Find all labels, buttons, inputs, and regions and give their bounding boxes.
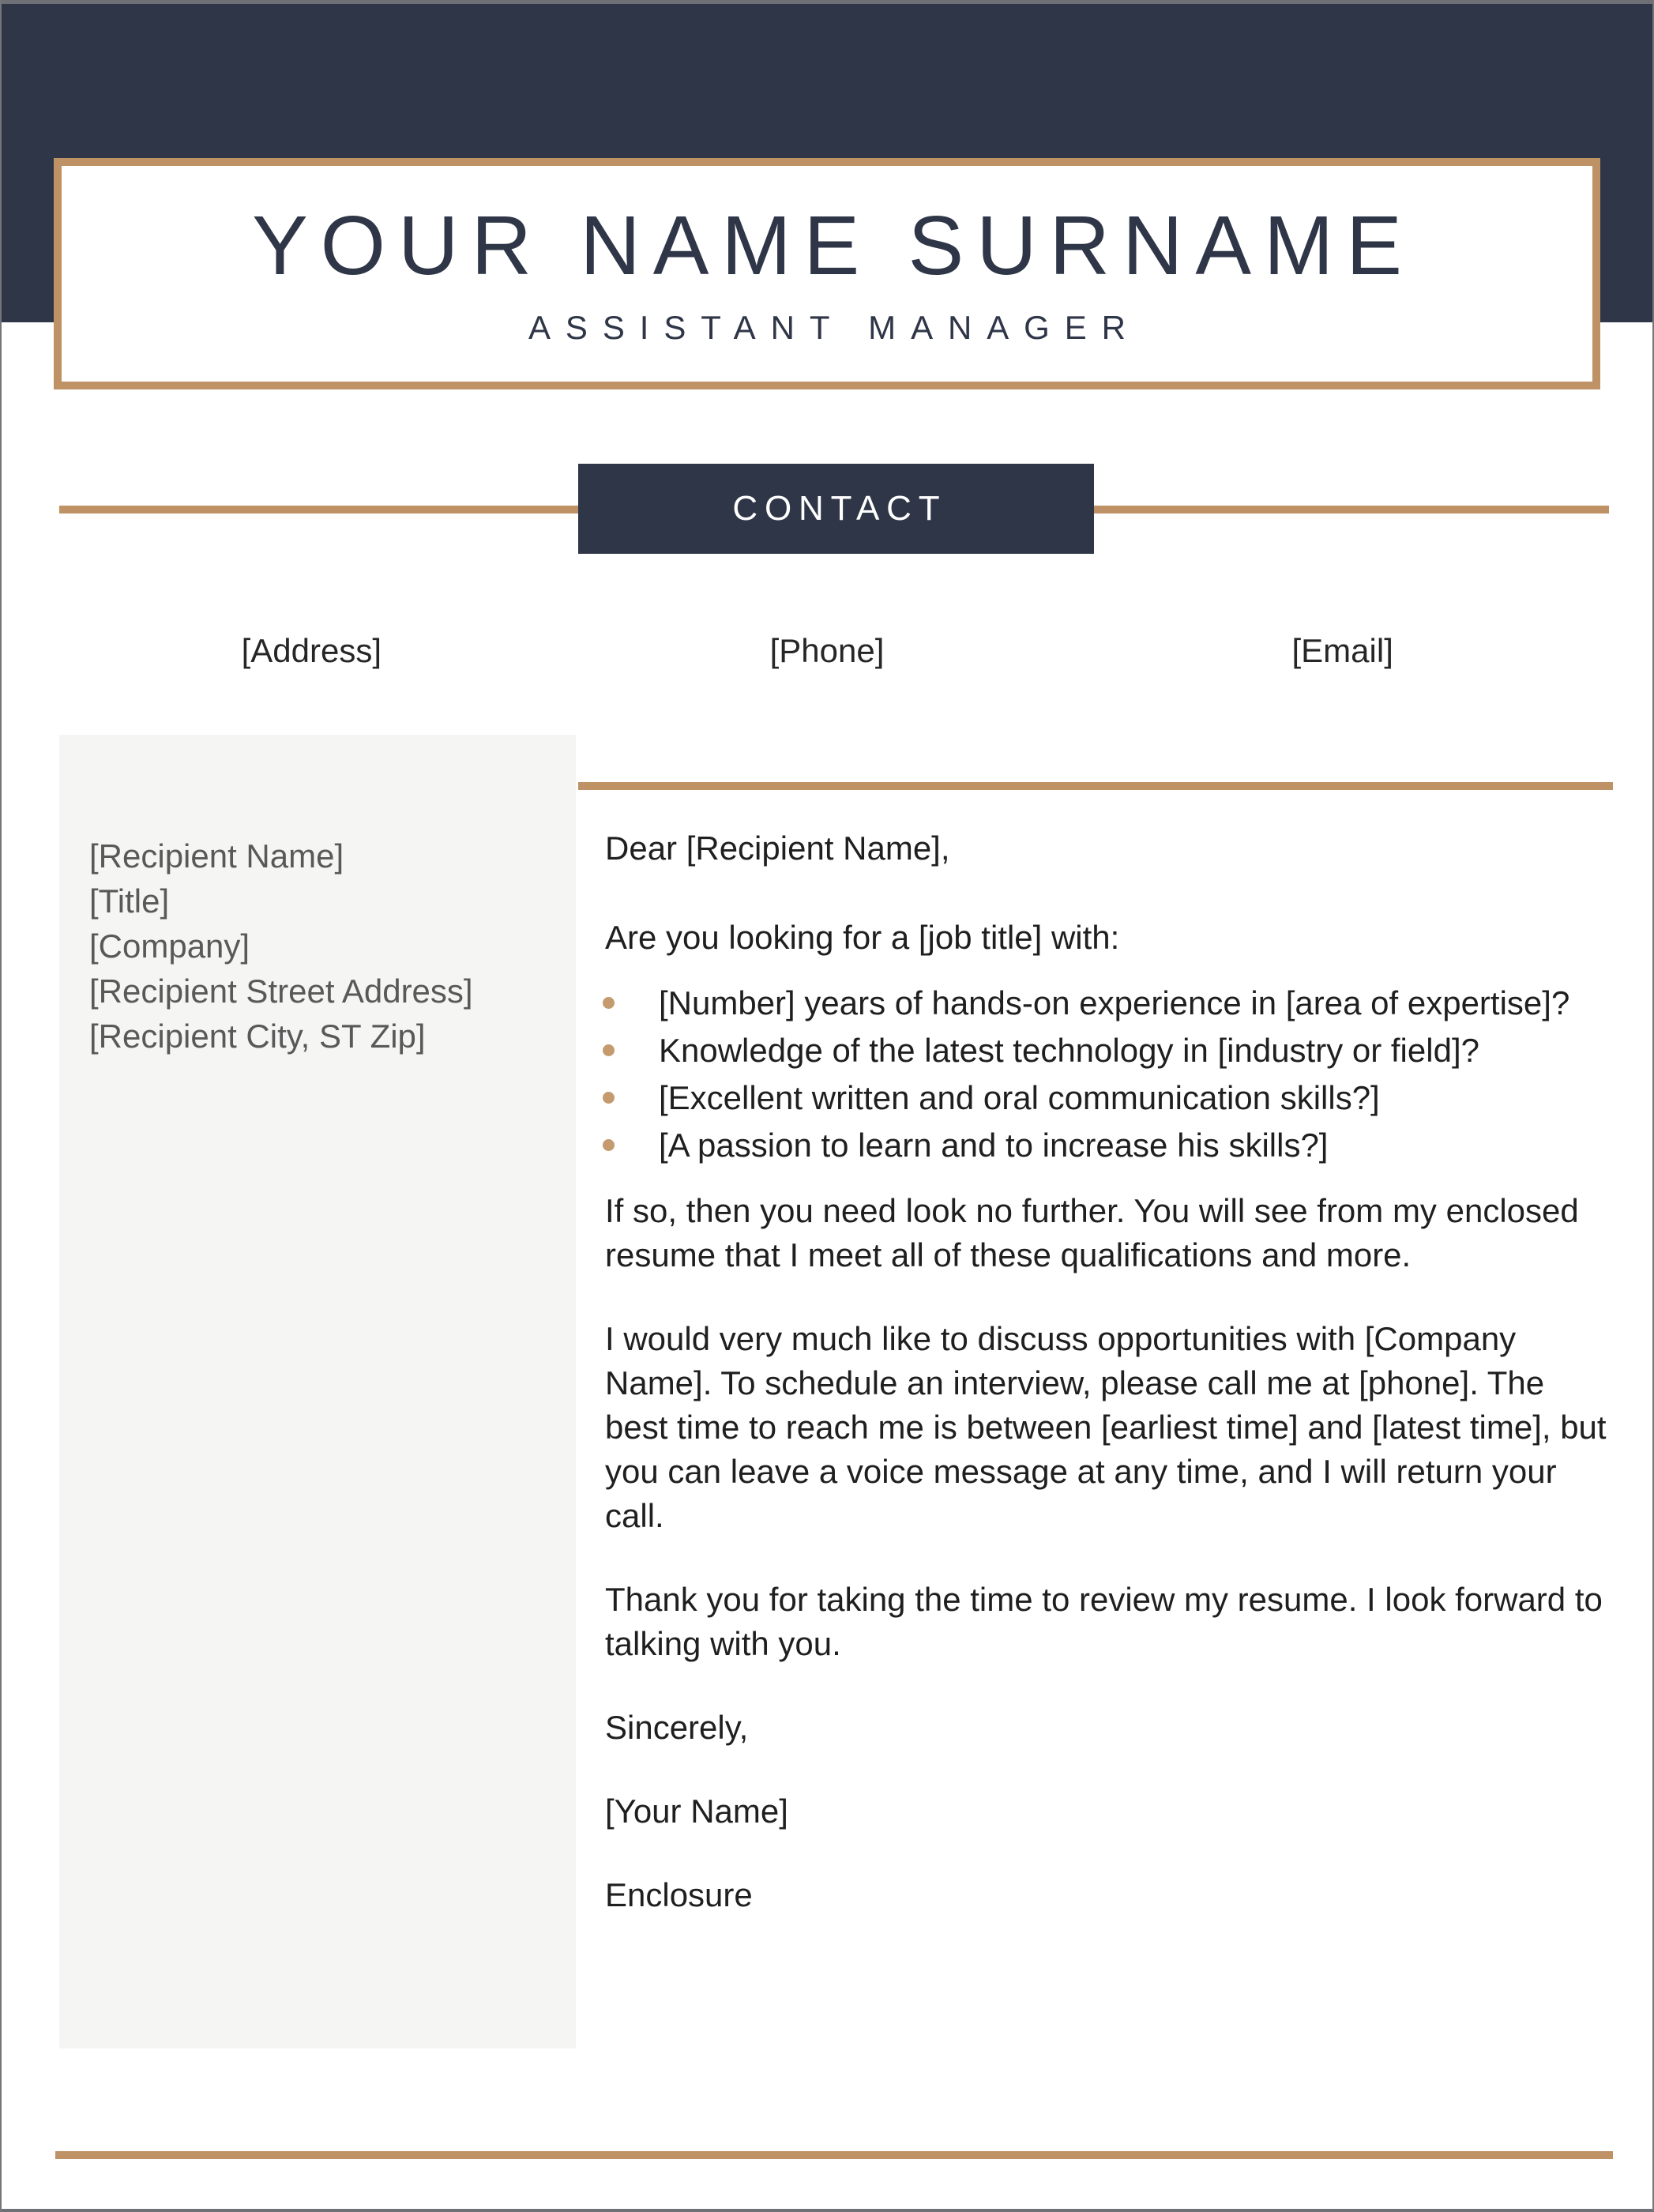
bullet-item-text: [A passion to learn and to increase his skills?] xyxy=(659,1127,1329,1164)
bullet-dot-icon xyxy=(603,1092,615,1104)
bullet-item-text: [Excellent written and oral communication skills?] xyxy=(659,1079,1380,1116)
window-border-top xyxy=(0,0,1654,4)
bullet-item xyxy=(605,1076,1613,1120)
job-title: ASSISTANT MANAGER xyxy=(528,308,1141,346)
greeting-paragraph: Dear [Recipient Name], xyxy=(605,830,950,867)
contact-field-phone: [Phone] xyxy=(769,632,885,669)
bullet-dot-icon xyxy=(603,1139,615,1151)
recipient-name: [Recipient Name] xyxy=(89,837,344,875)
closing-paragraph: Sincerely, xyxy=(605,1709,749,1746)
body-paragraph: I would very much like to discuss opportunities with [Company Name]. To schedule an interview, please call me at [phone]. The best time to reach me is between [earliest time] and [latest time], but you can leave a voice message at any time, and I will return your call. xyxy=(605,1320,1607,1534)
contact-heading-label: CONTACT xyxy=(732,489,947,528)
recipient-title: [Title] xyxy=(89,882,170,920)
recipient-street-address: [Recipient Street Address] xyxy=(89,972,473,1010)
bullet-dot-icon xyxy=(603,1044,615,1056)
page-title: YOUR NAME SURNAME xyxy=(252,198,1415,292)
signature-placeholder: [Your Name] xyxy=(605,1793,788,1830)
bullet-item xyxy=(605,1123,1613,1168)
enclosure-note: Enclosure xyxy=(605,1876,753,1913)
contact-field-address: [Address] xyxy=(241,632,382,669)
letter-divider-line xyxy=(578,782,1613,790)
body-paragraph: Thank you for taking the time to review my resume. I look forward to talking with you. xyxy=(605,1581,1603,1662)
letter-body xyxy=(605,826,1613,1957)
body-paragraph: If so, then you need look no further. You will see from my enclosed resume that I meet all of these qualifications and more. xyxy=(605,1192,1579,1273)
bullet-item xyxy=(605,981,1613,1025)
window-border-bottom xyxy=(0,2209,1654,2212)
bullet-item-text: [Number] years of hands-on experience in [area of expertise]? xyxy=(659,984,1570,1021)
contact-heading-box xyxy=(578,464,1094,554)
bullet-dot-icon xyxy=(603,997,615,1009)
qualification-bullet-list xyxy=(605,981,1613,1168)
bullet-item xyxy=(605,1029,1613,1073)
recipient-company: [Company] xyxy=(89,927,250,965)
bullet-item-text: Knowledge of the latest technology in [industry or field]? xyxy=(659,1032,1479,1069)
recipient-panel xyxy=(59,735,576,2048)
window-border-left xyxy=(0,0,2,2212)
contact-field-email: [Email] xyxy=(1291,632,1393,669)
recipient-city-state-zip: [Recipient City, ST Zip] xyxy=(89,1018,426,1055)
footer-divider-line xyxy=(55,2151,1613,2159)
contact-fields-row xyxy=(54,629,1600,673)
intro-paragraph: Are you looking for a [job title] with: xyxy=(605,919,1120,956)
name-plate xyxy=(54,158,1600,389)
